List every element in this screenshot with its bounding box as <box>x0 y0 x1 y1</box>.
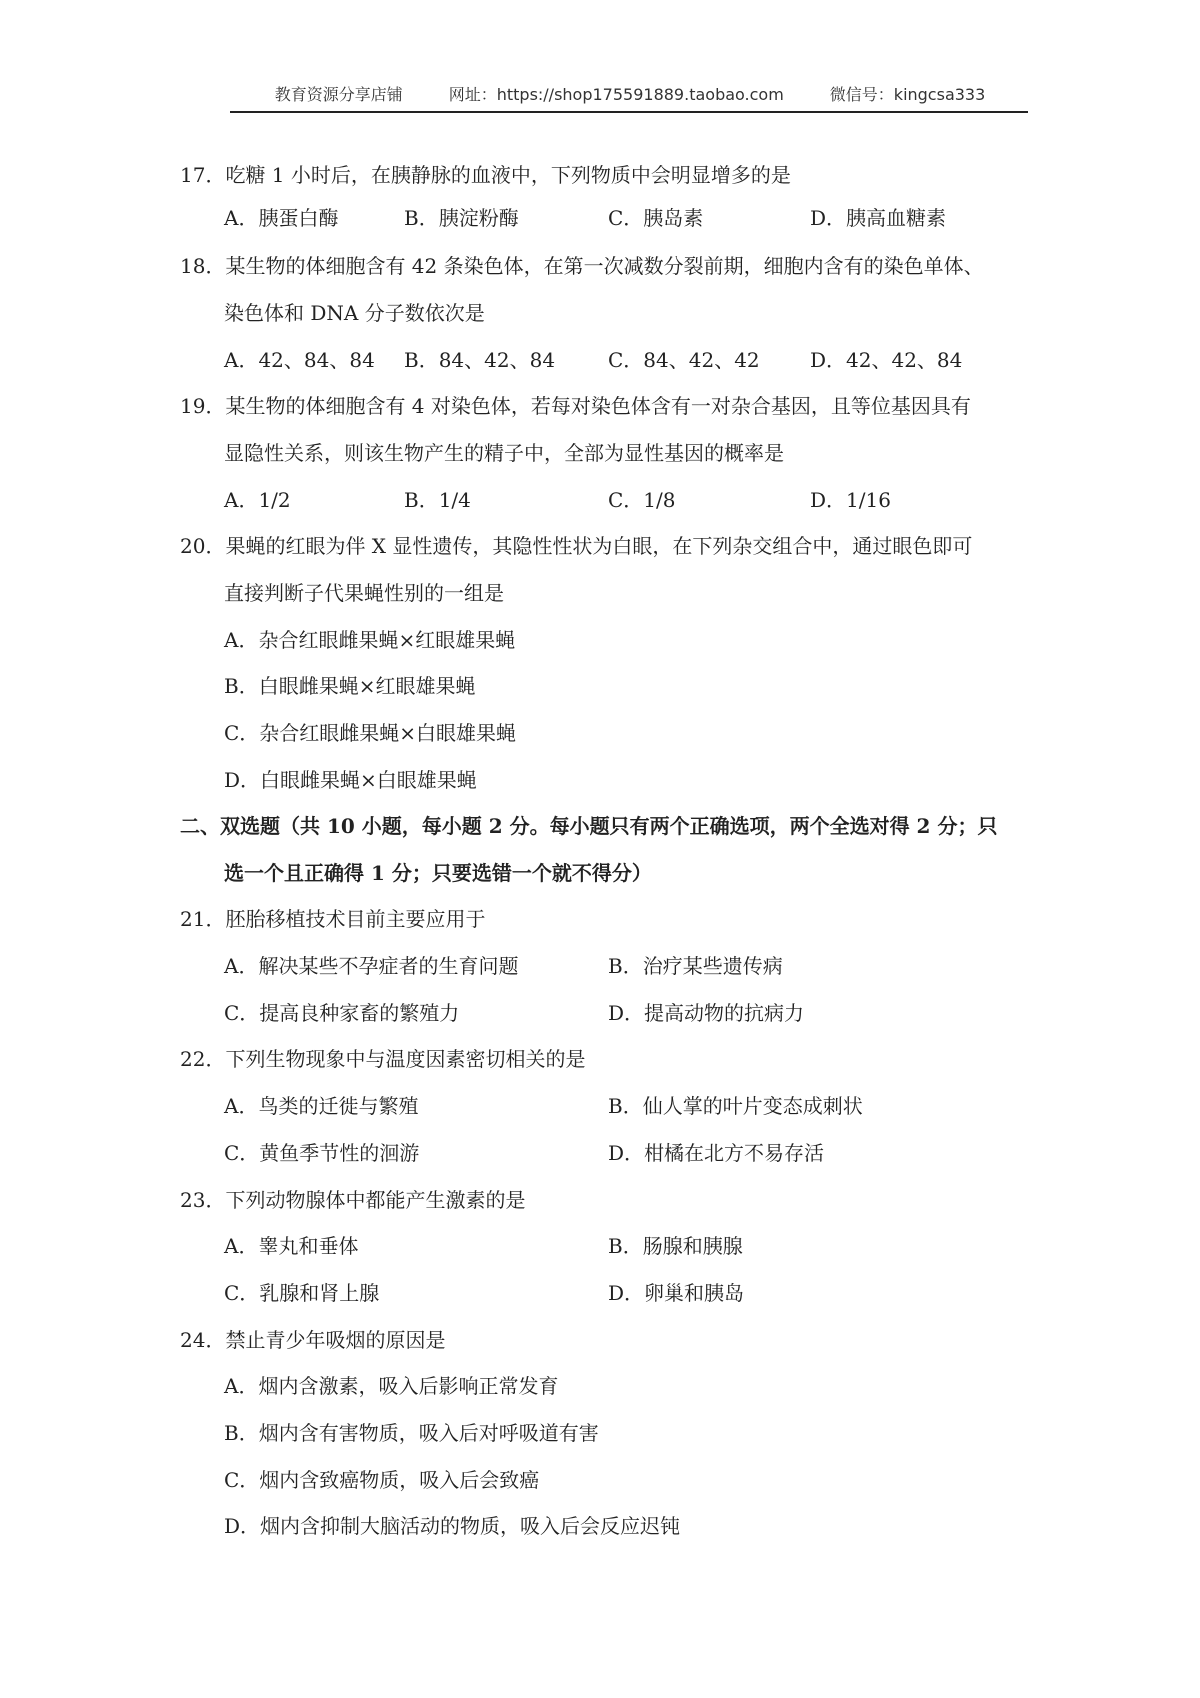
q24-stem: 24．禁止青少年吸烟的原因是 <box>180 1328 446 1352</box>
q20-stem-line2: 直接判断子代果蝇性别的一组是 <box>224 581 504 605</box>
q23-option-d: D．卵巢和胰岛 <box>608 1281 745 1305</box>
q17-option-c: C．胰岛素 <box>608 206 704 230</box>
section2-heading-line2: 选一个且正确得 1 分；只要选错一个就不得分） <box>224 861 652 885</box>
q20-stem-line1: 20．果蝇的红眼为伴 X 显性遗传，其隐性性状为白眼，在下列杂交组合中，通过眼色即可 <box>180 534 973 558</box>
q18-option-b: B．84、42、84 <box>404 348 556 372</box>
q18-option-c: C．84、42、42 <box>608 348 760 372</box>
q21-stem: 21．胚胎移植技术目前主要应用于 <box>180 907 486 931</box>
q18-option-d: D．42、42、84 <box>810 348 963 372</box>
q23-stem: 23．下列动物腺体中都能产生激素的是 <box>180 1188 526 1212</box>
q19-option-a: A．1/2 <box>224 488 291 512</box>
q18-stem-line2: 染色体和 DNA 分子数依次是 <box>224 301 485 325</box>
q19-option-c: C．1/8 <box>608 488 676 512</box>
q17-option-a: A．胰蛋白酶 <box>224 206 339 230</box>
q17-option-b: B．胰淀粉酶 <box>404 206 519 230</box>
header-url: 网址：https://shop175591889.taobao.com <box>448 85 784 104</box>
q21-option-d: D．提高动物的抗病力 <box>608 1001 805 1025</box>
q23-option-c: C．乳腺和肾上腺 <box>224 1281 380 1305</box>
section2-heading-line1: 二、双选题（共 10 小题，每小题 2 分。每小题只有两个正确选项，两个全选对得 2 分；只 <box>180 814 998 838</box>
q22-option-b: B．仙人掌的叶片变态成刺状 <box>608 1094 863 1118</box>
q21-option-b: B．治疗某些遗传病 <box>608 954 783 978</box>
q18-stem-line1: 18．某生物的体细胞含有 42 条染色体，在第一次减数分裂前期，细胞内含有的染色单体、 <box>180 254 984 278</box>
header-wechat: 微信号：kingcsa333 <box>829 85 986 104</box>
q20-option-a: A．杂合红眼雌果蝇×红眼雄果蝇 <box>224 628 516 652</box>
q24-option-b: B．烟内含有害物质，吸入后对呼吸道有害 <box>224 1421 599 1445</box>
q20-option-d: D．白眼雌果蝇×白眼雄果蝇 <box>224 768 477 792</box>
q22-option-c: C．黄鱼季节性的洄游 <box>224 1141 420 1165</box>
q22-option-d: D．柑橘在北方不易存活 <box>608 1141 825 1165</box>
q22-stem: 22．下列生物现象中与温度因素密切相关的是 <box>180 1047 586 1071</box>
q21-option-c: C．提高良种家畜的繁殖力 <box>224 1001 460 1025</box>
header-rule <box>230 111 1028 113</box>
q17-option-d: D．胰高血糖素 <box>810 206 947 230</box>
q20-option-c: C．杂合红眼雌果蝇×白眼雄果蝇 <box>224 721 517 745</box>
q17-stem: 17．吃糖 1 小时后，在胰静脉的血液中，下列物质中会明显增多的是 <box>180 163 791 187</box>
q20-option-b: B．白眼雌果蝇×红眼雄果蝇 <box>224 674 476 698</box>
q21-option-a: A．解决某些不孕症者的生育问题 <box>224 954 519 978</box>
q24-option-d: D．烟内含抑制大脑活动的物质，吸入后会反应迟钝 <box>224 1514 681 1538</box>
q19-option-b: B．1/4 <box>404 488 471 512</box>
q19-stem-line1: 19．某生物的体细胞含有 4 对染色体，若每对染色体含有一对杂合基因，且等位基因具有 <box>180 394 971 418</box>
q24-option-c: C．烟内含致癌物质，吸入后会致癌 <box>224 1468 540 1492</box>
q19-option-d: D．1/16 <box>810 488 891 512</box>
q19-stem-line2: 显隐性关系，则该生物产生的精子中，全部为显性基因的概率是 <box>224 441 784 465</box>
q23-option-a: A．睾丸和垂体 <box>224 1234 359 1258</box>
q18-option-a: A．42、84、84 <box>224 348 375 372</box>
page-header <box>230 82 1030 105</box>
q22-option-a: A．鸟类的迁徙与繁殖 <box>224 1094 419 1118</box>
q23-option-b: B．肠腺和胰腺 <box>608 1234 743 1258</box>
header-shop: 教育资源分享店铺 <box>274 85 403 104</box>
q24-option-a: A．烟内含激素，吸入后影响正常发育 <box>224 1374 559 1398</box>
